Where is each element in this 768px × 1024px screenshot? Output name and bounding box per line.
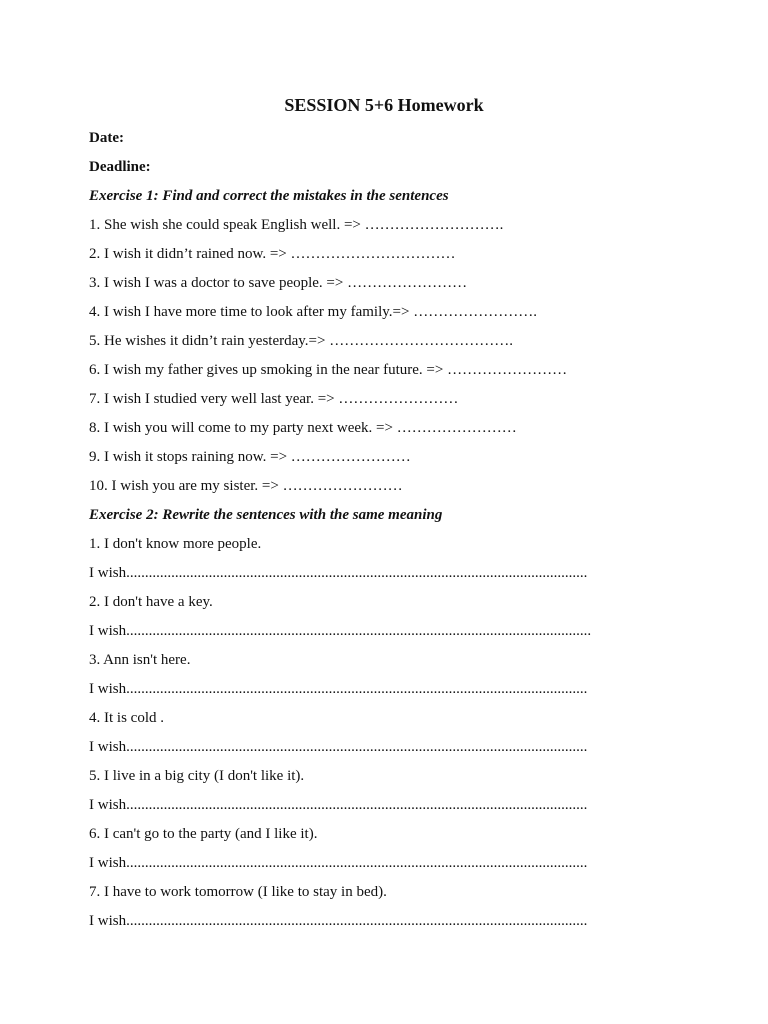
exercise-1-item: 7. I wish I studied very well last year. => ……………………	[89, 391, 459, 407]
exercise-2-answer-line: I wish...........................................................................................................................	[89, 913, 588, 929]
exercise-2-prompt: 6. I can't go to the party (and I like it).	[89, 826, 318, 842]
exercise-2-prompt: 1. I don't know more people.	[89, 536, 262, 552]
exercise-2-answer-line: I wish............................................................................................................................	[89, 623, 592, 639]
page-title: SESSION 5+6 Homework	[284, 95, 484, 115]
exercise-1-item: 9. I wish it stops raining now. => ……………………	[89, 449, 411, 465]
exercise-2-answer-line: I wish...........................................................................................................................	[89, 739, 588, 755]
deadline-label: Deadline:	[89, 159, 151, 175]
exercise-2-answer-line: I wish...........................................................................................................................	[89, 681, 588, 697]
exercise-1-item: 1. She wish she could speak English well. => ……………………….	[89, 217, 504, 233]
exercise-2-prompt: 3. Ann isn't here.	[89, 652, 191, 668]
exercise-1-item: 10. I wish you are my sister. => ……………………	[89, 478, 403, 494]
exercise-2-prompt: 7. I have to work tomorrow (I like to stay in bed).	[89, 884, 387, 900]
exercise-1-item: 2. I wish it didn’t rained now. => ……………………………	[89, 246, 456, 262]
exercise-1-item: 4. I wish I have more time to look after my family.=> …………………….	[89, 304, 537, 320]
exercise-2-answer-line: I wish...........................................................................................................................	[89, 565, 588, 581]
exercise-2-prompt: 4. It is cold .	[89, 710, 164, 726]
date-label: Date:	[89, 130, 124, 146]
exercise-2-heading: Exercise 2: Rewrite the sentences with the same meaning	[89, 507, 443, 523]
exercise-1-heading: Exercise 1: Find and correct the mistakes in the sentences	[89, 188, 449, 204]
exercise-1-item: 3. I wish I was a doctor to save people. => ……………………	[89, 275, 468, 291]
exercise-1-item: 5. He wishes it didn’t rain yesterday.=> ……………………………….	[89, 333, 513, 349]
exercise-2-answer-line: I wish...........................................................................................................................	[89, 855, 588, 871]
exercise-2-answer-line: I wish...........................................................................................................................	[89, 797, 588, 813]
exercise-2-prompt: 2. I don't have a key.	[89, 594, 213, 610]
exercise-2-prompt: 5. I live in a big city (I don't like it).	[89, 768, 305, 784]
exercise-1-item: 8. I wish you will come to my party next week. => ……………………	[89, 420, 517, 436]
exercise-1-item: 6. I wish my father gives up smoking in the near future. => ……………………	[89, 362, 568, 378]
